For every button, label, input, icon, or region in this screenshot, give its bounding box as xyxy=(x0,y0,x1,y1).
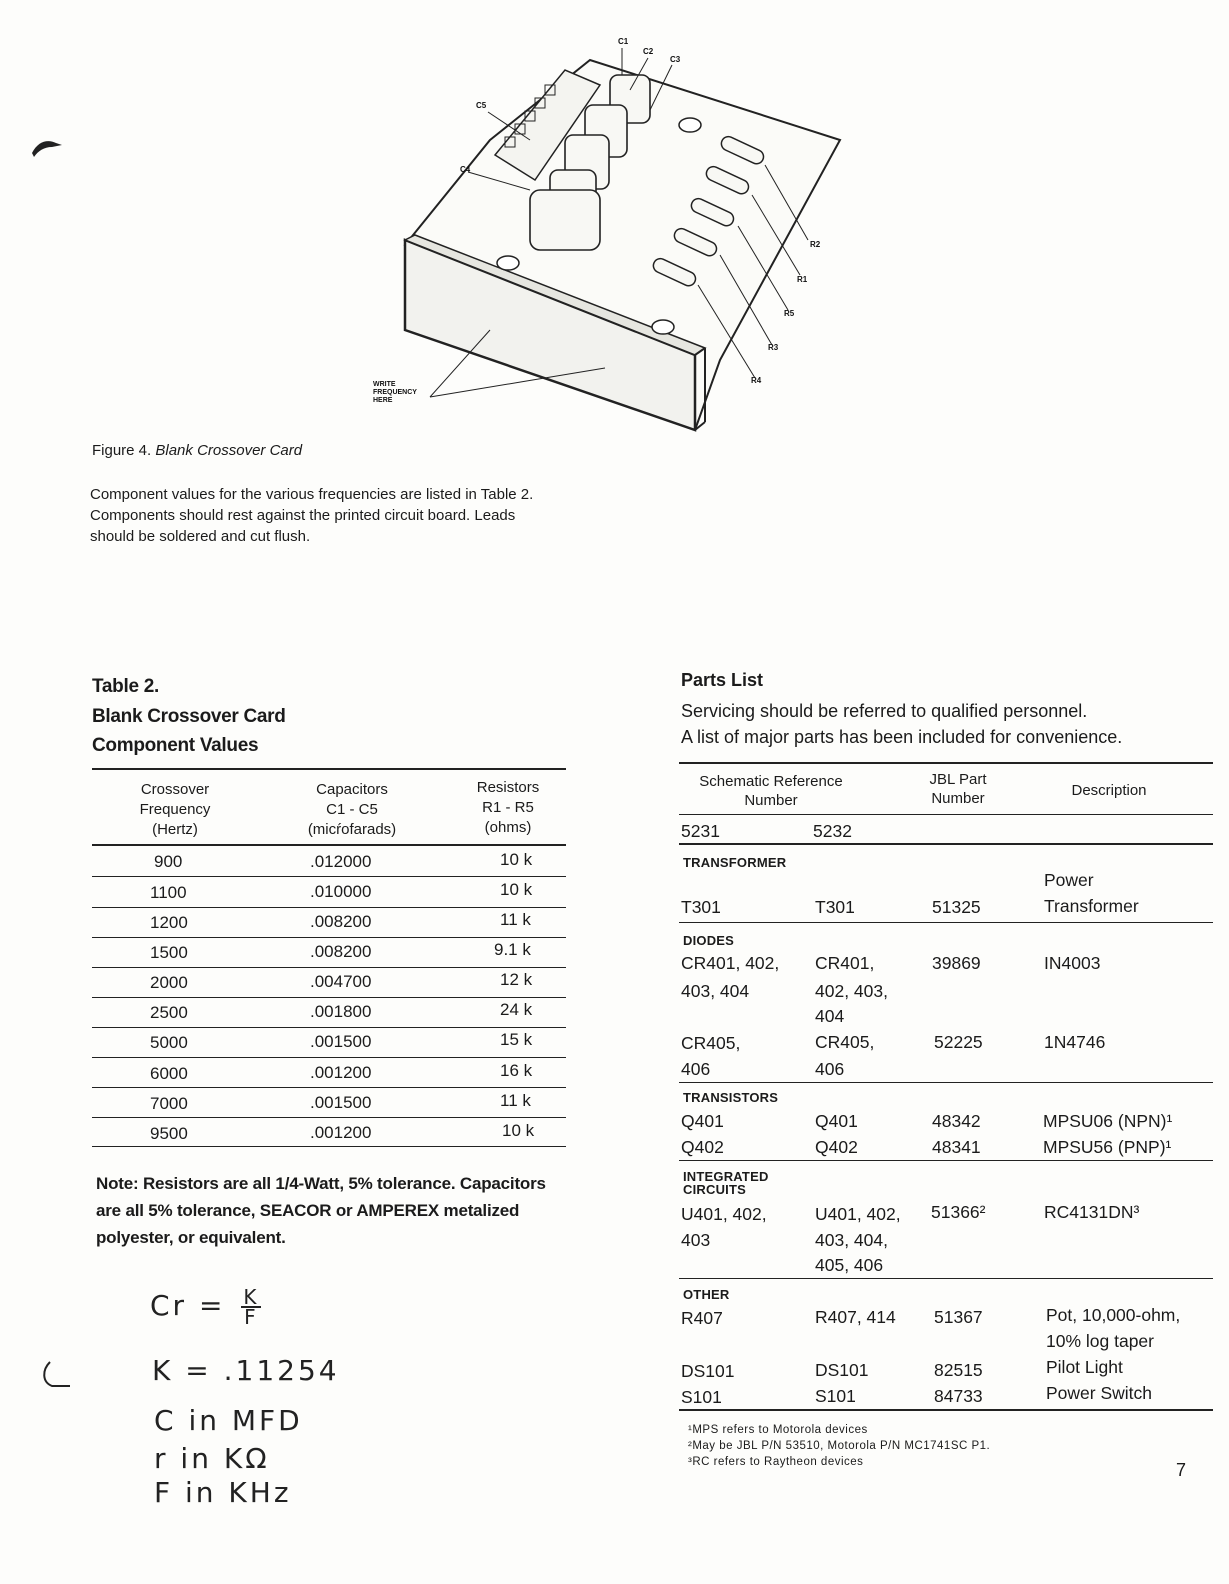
other3-desc: Power Switch xyxy=(1046,1383,1153,1403)
table2-row-res: 10 k xyxy=(502,1121,535,1140)
other3-jbl: 84733 xyxy=(934,1386,983,1406)
fig-label-r5: R5 xyxy=(784,309,795,318)
fig-label-c4: C4 xyxy=(460,165,471,174)
table2-row-cap: .001200 xyxy=(310,1063,372,1082)
ic1-ref-5232-1: U401, 402, xyxy=(815,1204,901,1224)
diode1-jbl: 39869 xyxy=(932,953,981,973)
table2-row-res: 10 k xyxy=(500,880,533,899)
formula-denominator: F xyxy=(244,1305,259,1329)
fig-label-c5: C5 xyxy=(476,101,487,110)
fig-note-line-3: HERE xyxy=(373,397,393,404)
figure-caption-title: Blank Crossover Card xyxy=(155,442,303,459)
note-line: polyester, or equivalent. xyxy=(96,1228,286,1247)
note-line: Note: Resistors are all 1/4-Watt, 5% tolerance. Capacitors xyxy=(96,1174,546,1193)
formula-left: Cr = xyxy=(150,1289,226,1322)
section-transistors: TRANSISTORS xyxy=(683,1090,779,1105)
figure-caption-prefix: Figure 4. xyxy=(92,442,152,459)
trans1-ref-5231: Q401 xyxy=(681,1111,724,1131)
other3-ref-5231: S101 xyxy=(681,1387,722,1407)
table2-row-cap: .004700 xyxy=(310,972,372,991)
section-other: OTHER xyxy=(683,1287,730,1302)
table2-row-freq: 6000 xyxy=(150,1064,188,1083)
table2-row-cap: .001500 xyxy=(310,1032,372,1051)
table2-note xyxy=(96,1170,596,1251)
handwritten-formula xyxy=(150,1285,261,1329)
diode1-desc: IN4003 xyxy=(1044,953,1101,973)
section-transformer: TRANSFORMER xyxy=(683,855,787,870)
trans2-jbl: 48341 xyxy=(932,1137,981,1157)
other1-ref-5231: R407 xyxy=(681,1308,723,1328)
handwritten-line: r in KΩ xyxy=(154,1442,270,1475)
ic1-ref-5232-2: 403, 404, xyxy=(815,1230,888,1250)
fig-label-r2: R2 xyxy=(810,240,821,249)
table2-row-res: 12 k xyxy=(500,970,533,989)
table2-row-freq: 7000 xyxy=(150,1094,188,1113)
diode2-desc: 1N4746 xyxy=(1044,1032,1106,1052)
parts-intro-line: Servicing should be referred to qualified personnel. xyxy=(681,701,1088,721)
section-diodes: DIODES xyxy=(683,933,735,948)
fig-label-c1: C1 xyxy=(618,37,629,46)
fig-label-c2: C2 xyxy=(643,47,654,56)
margin-bracket-mark xyxy=(36,1360,76,1390)
table2-row-freq: 1500 xyxy=(150,943,188,962)
ic1-jbl: 51366² xyxy=(931,1202,986,1222)
transformer-desc-1: Power xyxy=(1044,870,1094,890)
table2-row-res: 15 k xyxy=(500,1030,533,1049)
table2-row-cap: .001500 xyxy=(310,1093,372,1112)
other1-jbl: 51367 xyxy=(934,1307,983,1327)
other1-desc-2: 10% log taper xyxy=(1046,1331,1154,1351)
table2-row-res: 16 k xyxy=(500,1061,533,1080)
table2-row-res: 24 k xyxy=(500,1000,533,1019)
fig-label-r3: R3 xyxy=(768,343,779,352)
other1-ref-5232: R407, 414 xyxy=(815,1307,896,1327)
ic1-ref-5232-3: 405, 406 xyxy=(815,1255,884,1275)
ic1-ref-5231-2: 403 xyxy=(681,1230,711,1250)
table2-row-cap: .001800 xyxy=(310,1002,372,1021)
fig-label-r1: R1 xyxy=(797,275,808,284)
parts-intro-line: A list of major parts has been included for convenience. xyxy=(681,727,1123,747)
ic1-ref-5231-1: U401, 402, xyxy=(681,1204,767,1224)
parts-header-model-5231: 5231 xyxy=(681,821,720,841)
table2-row-freq: 9500 xyxy=(150,1124,188,1143)
fig-note-line-1: WRITE xyxy=(373,381,396,388)
other2-jbl: 82515 xyxy=(934,1360,983,1380)
other2-ref-5232: DS101 xyxy=(815,1360,869,1380)
figure-caption xyxy=(92,442,302,459)
parts-list-intro xyxy=(681,698,1201,750)
parts-header-jbl: JBL Part Number xyxy=(929,771,987,807)
other3-ref-5232: S101 xyxy=(815,1386,856,1406)
diode2-ref-5231-2: 406 xyxy=(681,1059,711,1079)
parts-header-schematic: Schematic Reference Number xyxy=(699,773,843,809)
diode1-ref-5231-1: CR401, 402, xyxy=(681,953,780,973)
handwritten-line: C in MFD xyxy=(154,1404,303,1437)
fig-label-c3: C3 xyxy=(670,55,681,64)
intro-paragraph xyxy=(90,484,610,547)
diode2-ref-5231-1: CR405, xyxy=(681,1033,741,1053)
table2-row-freq: 1100 xyxy=(150,883,187,902)
table2-row-cap: .008200 xyxy=(310,942,372,961)
table2-row-cap: .008200 xyxy=(310,912,372,931)
margin-arrow-mark xyxy=(30,135,64,159)
table2-header-resistors: Resistors R1 - R5 (ohms) xyxy=(476,779,540,836)
handwritten-line: K = .11254 xyxy=(152,1354,340,1387)
diode1-ref-5232-2: 402, 403, xyxy=(815,981,888,1001)
other2-ref-5231: DS101 xyxy=(681,1361,735,1381)
table2-row-res: 11 k xyxy=(500,1091,531,1110)
table2-row-res: 11 k xyxy=(500,910,531,929)
page-number: 7 xyxy=(1176,1460,1187,1480)
transformer-jbl: 51325 xyxy=(932,897,981,917)
footnote: ¹MPS refers to Motorola devices xyxy=(688,1424,868,1436)
transformer-ref-5231: T301 xyxy=(681,897,721,917)
table2-title-line-3: Component Values xyxy=(92,735,259,756)
footnote: ³RC refers to Raytheon devices xyxy=(688,1456,864,1468)
fig-label-r4: R4 xyxy=(751,376,762,385)
parts-header-model-5232: 5232 xyxy=(813,821,852,841)
other2-desc: Pilot Light xyxy=(1046,1357,1123,1377)
note-line: are all 5% tolerance, SEACOR or AMPEREX metalized xyxy=(96,1201,520,1220)
diode1-ref-5232-1: CR401, xyxy=(815,953,875,973)
parts-list-title: Parts List xyxy=(681,670,764,690)
diode2-ref-5232-2: 406 xyxy=(815,1059,845,1079)
table2-title-line-2: Blank Crossover Card xyxy=(92,706,286,727)
handwritten-line: F in KHz xyxy=(154,1476,292,1509)
diode2-jbl: 52225 xyxy=(934,1032,983,1052)
formula-fraction xyxy=(241,1285,261,1329)
table2-row-freq: 900 xyxy=(154,852,183,871)
intro-line: Components should rest against the printed circuit board. Leads xyxy=(90,507,516,524)
fig-note-line-2: FREQUENCY xyxy=(373,389,417,396)
parts-header-description: Description xyxy=(1071,782,1147,799)
trans2-ref-5231: Q402 xyxy=(681,1137,724,1157)
diode2-ref-5232-1: CR405, xyxy=(815,1032,875,1052)
trans1-ref-5232: Q401 xyxy=(815,1111,858,1131)
formula-numerator: K xyxy=(243,1285,260,1309)
table2-row-cap: .010000 xyxy=(310,882,372,901)
transformer-desc-2: Transformer xyxy=(1044,896,1139,916)
section-ic-1: INTEGRATED xyxy=(683,1169,769,1184)
table2-row-freq: 2000 xyxy=(150,973,188,992)
section-ic-2: CIRCUITS xyxy=(683,1182,746,1197)
table2-title-line-1: Table 2. xyxy=(92,676,159,697)
diode1-ref-5232-3: 404 xyxy=(815,1006,845,1026)
intro-line: Component values for the various frequencies are listed in Table 2. xyxy=(90,486,534,503)
trans2-desc: MPSU56 (PNP)¹ xyxy=(1043,1137,1172,1157)
intro-line: should be soldered and cut flush. xyxy=(90,528,311,545)
table2-row-cap: .012000 xyxy=(310,852,372,871)
trans1-jbl: 48342 xyxy=(932,1111,981,1131)
transformer-ref-5232: T301 xyxy=(815,897,855,917)
parts-list-table xyxy=(679,762,1213,1412)
table2-row-freq: 2500 xyxy=(150,1003,188,1022)
trans2-ref-5232: Q402 xyxy=(815,1137,858,1157)
table2-header-capacitors: Capacitors C1 - C5 (micŕofarads) xyxy=(307,781,397,838)
diode1-ref-5231-2: 403, 404 xyxy=(681,981,750,1001)
table2-row-freq: 5000 xyxy=(150,1033,188,1052)
crossover-card-illustration xyxy=(360,30,860,450)
table2-row-res: 10 k xyxy=(500,850,533,869)
table2-row-cap: .001200 xyxy=(310,1123,372,1142)
table2-row-freq: 1200 xyxy=(150,913,188,932)
table2-header-frequency: Crossover Frequency (Hertz) xyxy=(139,781,211,838)
component-values-table xyxy=(92,768,566,1148)
trans1-desc: MPSU06 (NPN)¹ xyxy=(1043,1111,1173,1131)
footnote: ²May be JBL P/N 53510, Motorola P/N MC1741SC P1. xyxy=(688,1440,991,1452)
table2-row-res: 9.1 k xyxy=(494,940,531,959)
ic1-desc: RC4131DN³ xyxy=(1044,1202,1140,1222)
other1-desc-1: Pot, 10,000-ohm, xyxy=(1046,1305,1181,1325)
